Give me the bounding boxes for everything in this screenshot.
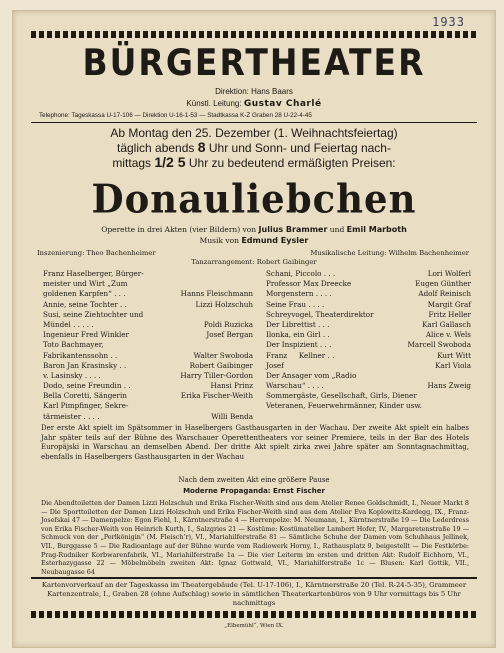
cast-actor: Josef Bergan xyxy=(206,330,253,340)
cast-actor: Willi Benda xyxy=(211,411,253,421)
divider xyxy=(31,122,477,123)
cast-row xyxy=(43,361,253,371)
cast-role: Morgenstern . . . . xyxy=(266,289,332,299)
cast-actor: Karl Viola xyxy=(435,360,471,370)
cast-row xyxy=(43,391,253,401)
cast-row xyxy=(266,361,471,371)
cast-role: Bella Coretti, Sängerin xyxy=(43,391,127,401)
cast-role: Ingenieur Fred Winkler xyxy=(43,330,129,340)
cast-actor: Lizzi Holzschuh xyxy=(195,299,253,309)
cast-role: Schreyvogel, Theaterdirektor xyxy=(266,309,374,319)
cast-actor: Hansi Prinz xyxy=(210,381,253,391)
cast-row xyxy=(43,300,253,310)
performance-announcement xyxy=(31,126,477,170)
cast-role: Mündel . . . . . xyxy=(43,319,94,329)
cast-row xyxy=(266,310,471,320)
announce-line-3: mittags 1/2 5 Uhr zu bedeutend ermäßigten Preisen: xyxy=(112,154,396,170)
cast-role: Baron Jan Krasinsky . . xyxy=(43,360,127,370)
cast-row xyxy=(266,340,471,350)
cast-role: Schani, Piccolo . . . xyxy=(266,269,336,278)
cast-row xyxy=(266,269,471,279)
cast-role: Dodo, seine Freundin . . xyxy=(43,381,131,391)
cast-list-left xyxy=(43,269,253,422)
cast-row xyxy=(266,300,471,310)
printer-credit: „Elbemühl“, Wien IX. xyxy=(224,623,284,629)
cast-row xyxy=(266,351,471,361)
cast-role: tärmeister . . . . xyxy=(43,411,100,421)
cast-actor: Margit Graf xyxy=(427,299,471,309)
cast-actor: Marcell Swoboda xyxy=(407,340,471,350)
cast-row xyxy=(266,381,471,391)
play-title: Donauliebchen xyxy=(91,175,417,223)
cast-role: Warschau“ . . . . xyxy=(266,381,324,391)
cast-row xyxy=(43,340,253,350)
cast-actor: Hanns Fleischmann xyxy=(180,289,253,299)
cast-role: Veteranen, Feuerwehrmänner, Kinder usw. xyxy=(266,401,422,411)
cast-row xyxy=(43,381,253,391)
cast-role: Der Ansager vom „Radio xyxy=(266,370,357,380)
cast-row xyxy=(266,320,471,330)
cast-role: Susi, seine Ziehtochter und xyxy=(43,309,144,319)
cast-role: Sommergäste, Gesellschaft, Girls, Diener xyxy=(266,391,417,401)
cast-actor: Lori Wolferl xyxy=(427,269,471,278)
cast-row xyxy=(43,330,253,340)
cast-row xyxy=(43,371,253,381)
costume-credits: Die Abendtoiletten der Damen Lizzi Holzschuh und Erika Fischer-Weith sind aus dem Atelier Renee Goldschmidt, I., Neuer Markt 8 — Die Sporttoiletten der Damen Lizzi Holzschuh und Erika Fischer-Weith sind aus dem Atelier Eva Koplowitz-Kardegg, IX., Franz-Josefskai 47 — Damenpelze: Egon Fiehl, I., Kärntnerstraße 4 — Herrenpelze: M. Neumann, I., Kärntnerstraße 19 — Die Lederdress von Erika Fischer-Weith von Heinrich Kurth, I., Salzgries 21 — Kostüme: Kostümatelier Lambert Hofer, IV., Margaretenstraße 19 — Schmuck von der „Perlkönigin“ (M. Fleisch’r), VI., Mariahilferstraße 81 — Sämtliche Schuhe der Damen vom Schuhhaus Jellinek, VII., Burggasse 5 — Die Radioanlage auf der Bühne wurde vom Radiowerk Horny, I., Rathausplatz 9, beigestellt — Die Festkörbe: Prag-Rudniker Korbwarenfabrik, VI., Mariahilferstraße 1a — Die vier Leiterm im ersten und dritten Akt: Rudolf Eichhorn, VI., Esterhazygasse 22 — Möbelmöbeln zweiten Akt: Ignaz Gottwald, VI., Mariahilferstraße 1c — Blusen: Karl Gottik, VII., Neubaugasse 64 xyxy=(41,499,469,576)
cast-actor: Kurt Witt xyxy=(437,350,471,360)
cast-row xyxy=(43,269,253,279)
cast-actor: Poldi Ruzicka xyxy=(203,319,253,329)
cast-role: Franz Kellner . . xyxy=(266,350,335,360)
cast-role: goldenen Karpfen“ . . . xyxy=(43,289,126,299)
leitung-label: Künstl. Leitung: xyxy=(186,99,242,108)
cast-row xyxy=(43,412,253,422)
cast-actor: Harry Tiller-Gordon xyxy=(180,370,253,380)
leitung-name: Gustav Charlé xyxy=(243,99,322,109)
cast-list-right xyxy=(266,269,471,412)
announce-line-1: Ab Montag den 25. Dezember (1. Weihnachtsfeiertag) xyxy=(110,126,398,140)
theater-title: BÜRGERTHEATER xyxy=(82,41,426,84)
cast-actor: Walter Swoboda xyxy=(193,350,253,360)
cast-role: Seine Frau . . . . xyxy=(266,299,325,309)
playbill xyxy=(12,10,496,648)
cast-role: Ilonka, ein Girl . . xyxy=(266,330,330,340)
pause-note: Nach dem zweiten Akt eine größere Pause xyxy=(178,476,330,484)
announce-line-2: täglich abends 8 Uhr und Sonn- und Feiertag nach- xyxy=(117,139,391,155)
cast-actor: Fritz Heller xyxy=(428,309,471,319)
cast-actor: Karl Gallasch xyxy=(422,319,471,329)
divider xyxy=(31,577,477,579)
cast-role: Der Librettist . . . xyxy=(266,319,330,329)
musikalische-leitung: Musikalische Leitung: Wilhelm Bachenheimer xyxy=(310,249,469,257)
cast-role: Karl Pimpfinger, Sekre- xyxy=(43,401,129,411)
cast-actor: Erika Fischer-Weith xyxy=(180,391,253,401)
setting-description: Der erste Akt spielt im Spätsommer in Haselbergers Gasthausgarten in der Wachau. Der zweite Akt spielt ein halbes Jahr später teils auf der Bühne des Warschauer Operettentheaters vor seiner Premiere, teils in der Bar des Hotels Europäjski in Warschau an demselben Abend. Der dritte Akt spielt zirka zwei Jahre später am Sonntagnachmittag, ebenfalls in Haselbergers Gasthausgarten in der Wachau xyxy=(41,424,469,461)
top-border xyxy=(31,31,477,38)
cast-row xyxy=(266,279,471,289)
cast-row xyxy=(43,320,253,330)
cast-role: Josef xyxy=(266,360,284,370)
cast-row xyxy=(43,289,253,299)
telephone-line: Telephone: Tageskassa U-17-106 — Direktion U-16-1-53 — Stadtkassa K-Z Graben 28 U-22-4-45 xyxy=(39,112,312,119)
cast-role: Toto Bachmayer, xyxy=(43,340,104,350)
cast-role: meister und Wirt „Zum xyxy=(43,279,128,289)
direktion: Direktion: Hans Baars xyxy=(215,87,293,96)
cast-row xyxy=(266,391,471,401)
leitung xyxy=(13,99,495,109)
cast-row xyxy=(266,289,471,299)
tanzarrangement: Tanzarrangement: Robert Gaibinger xyxy=(191,258,317,266)
cast-actor: Adolf Reinisch xyxy=(418,289,471,299)
cast-role: Professor Max Dreecke xyxy=(266,279,352,289)
cast-role: Annie, seine Tochter . . xyxy=(43,299,127,309)
cast-row xyxy=(266,401,471,411)
cast-row xyxy=(266,371,471,381)
cast-role: Der Inspizient . . . xyxy=(266,340,332,350)
cast-role: Franz Haselberger, Bürger- xyxy=(43,269,144,278)
inszenierung: Inszenierung: Theo Bachenheimer xyxy=(37,249,156,257)
cast-role: Fabrikantenssohn . . xyxy=(43,350,118,360)
propaganda-credit: Moderne Propaganda: Ernst Fischer xyxy=(183,487,325,495)
composer-credit: Musik von Edmund Eysler xyxy=(199,236,309,245)
cast-row xyxy=(43,310,253,320)
cast-row xyxy=(43,351,253,361)
handwritten-year: 1933 xyxy=(432,15,465,29)
cast-row xyxy=(43,401,253,411)
cast-actor: Hans Zweig xyxy=(427,381,471,391)
cast-actor: Alice v. Wels xyxy=(425,330,471,340)
cast-actor: Eugen Günther xyxy=(415,279,471,289)
operette-credit: Operette in drei Akten (vier Bildern) von Julius Brammer und Emil Marboth xyxy=(101,225,407,234)
bottom-border xyxy=(31,611,477,618)
cast-role: v. Lasinsky . . . . xyxy=(43,370,101,380)
cast-actor: Robert Gaibinger xyxy=(189,360,253,370)
ticket-notice: Kartenvorverkauf an der Tageskassa im Theatergebäude (Tel. U-17-106), I., Kärntnerstraße 20 (Tel. R-24-5-35), Grammeer Kartenzentrale, I., Graben 28 (ohne Aufschlag) sowie in sämtlichen Theaterkartenbüros von 9 Uhr vormittags bis 5 Uhr nachmittags xyxy=(41,581,467,607)
cast-row xyxy=(43,279,253,289)
cast-row xyxy=(266,330,471,340)
